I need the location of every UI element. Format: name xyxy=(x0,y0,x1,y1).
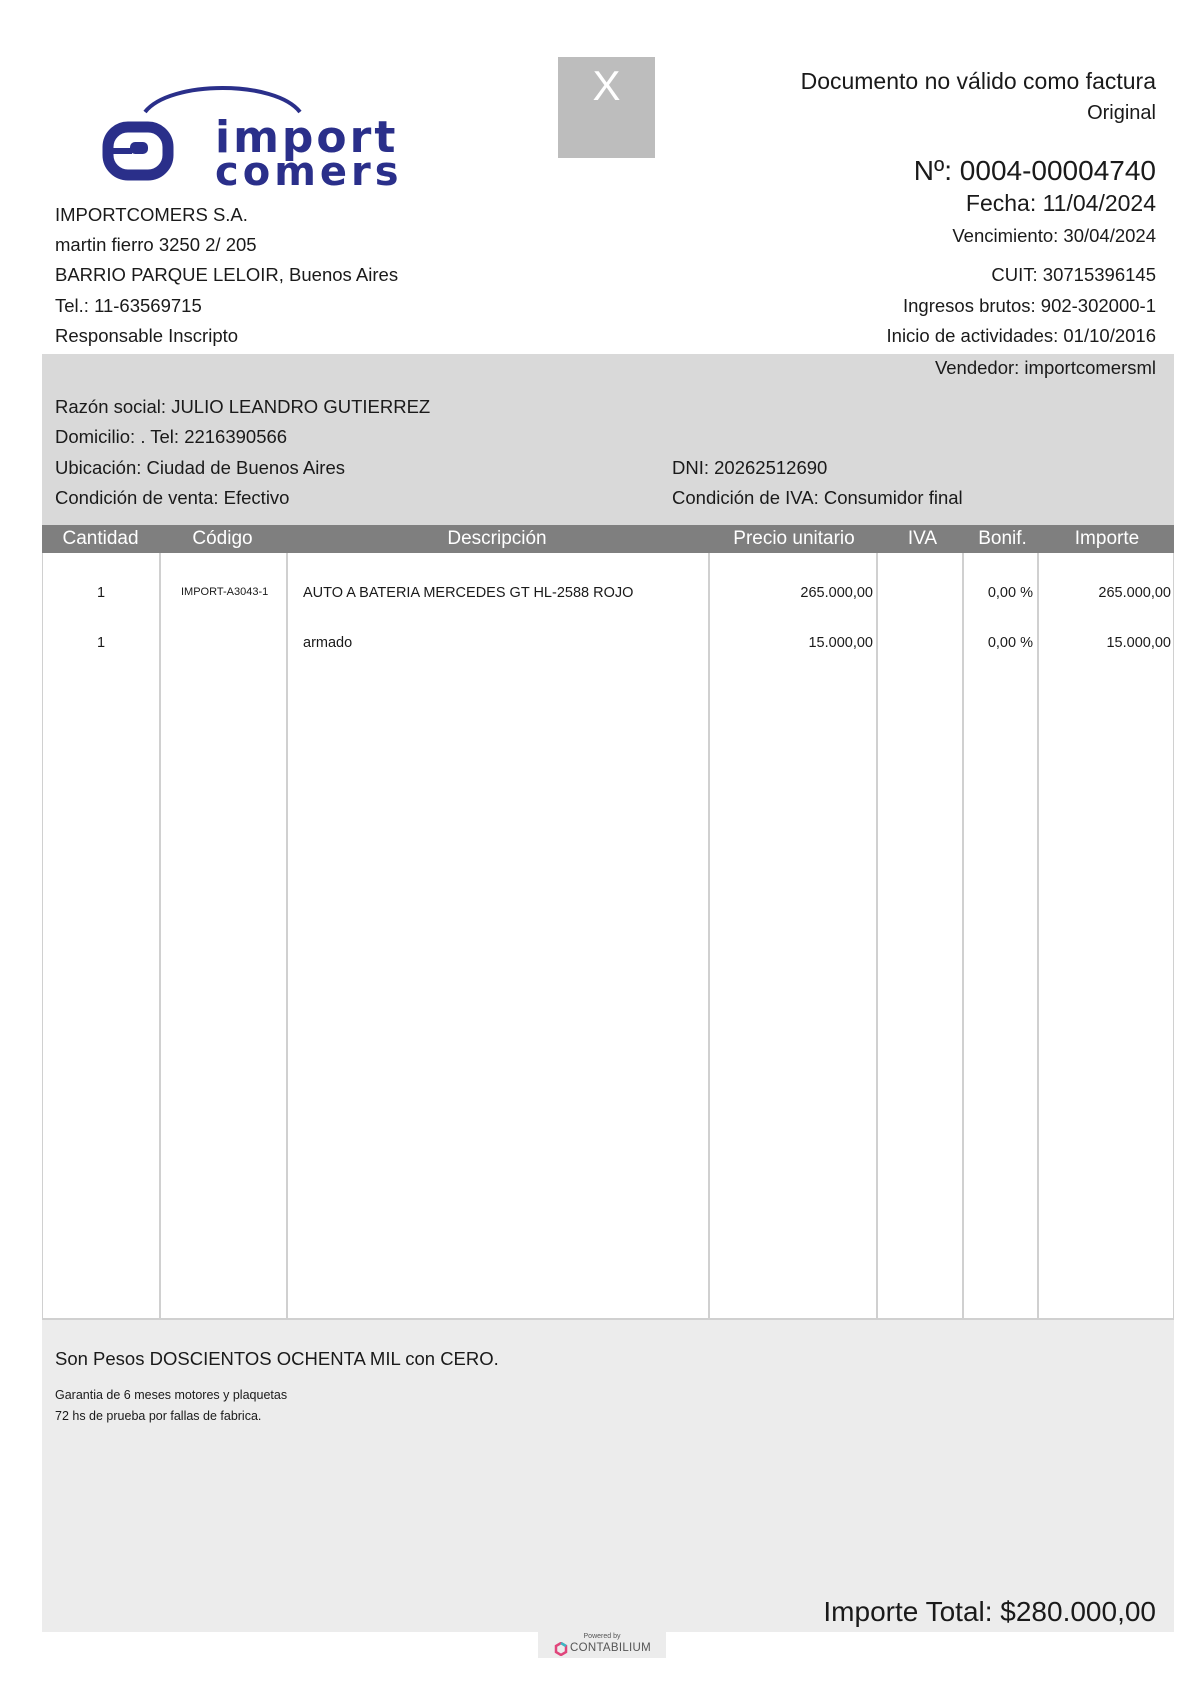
iva-condition: Condición de IVA: Consumidor final xyxy=(672,487,963,508)
powered-by-label: Powered by xyxy=(583,1633,621,1640)
header-iva: IVA xyxy=(907,528,938,549)
amount-in-words: Son Pesos DOSCIENTOS OCHENTA MIL con CERO. xyxy=(55,1348,499,1369)
company-logo xyxy=(100,82,445,190)
row-amount: 265.000,00 xyxy=(1098,585,1171,601)
seller-tax-status: Responsable Inscripto xyxy=(55,325,239,346)
column-divider xyxy=(286,553,288,1318)
header-discount: Bonif. xyxy=(978,528,1027,549)
document-number: Nº: 0004-00004740 xyxy=(913,155,1156,186)
document-notice: Documento no válido como factura xyxy=(800,68,1156,94)
row-discount: 0,00 % xyxy=(987,635,1033,651)
row-code: IMPORT-A3043-1 xyxy=(181,586,269,598)
contabilium-logo-icon xyxy=(554,1642,568,1656)
row-description: armado xyxy=(303,635,353,651)
total-amount: Importe Total: $280.000,00 xyxy=(823,1596,1156,1627)
logo-word-comers: comers xyxy=(215,149,403,190)
column-divider xyxy=(159,553,161,1318)
header-code: Código xyxy=(192,528,253,549)
contabilium-brand: CONTABILIUM xyxy=(570,1642,652,1654)
document-type-letter: X xyxy=(558,57,655,158)
logo-word-import: import xyxy=(215,112,399,163)
header-unit-price: Precio unitario xyxy=(733,528,855,549)
customer-location: Ubicación: Ciudad de Buenos Aires xyxy=(55,457,346,478)
column-divider xyxy=(962,553,964,1318)
column-divider xyxy=(1037,553,1039,1318)
header-quantity: Cantidad xyxy=(62,528,139,549)
seller-user: Vendedor: importcomersml xyxy=(934,357,1156,378)
activity-start: Inicio de actividades: 01/10/2016 xyxy=(886,325,1156,346)
row-amount: 15.000,00 xyxy=(1106,635,1171,651)
header-amount: Importe xyxy=(1074,528,1140,549)
row-discount: 0,00 % xyxy=(987,585,1033,601)
sale-condition: Condición de venta: Efectivo xyxy=(55,487,290,508)
seller-phone: Tel.: 11-63569715 xyxy=(55,295,202,316)
column-divider xyxy=(708,553,710,1318)
items-table-body xyxy=(42,553,1174,1320)
customer-business-name: Razón social: JULIO LEANDRO GUTIERREZ xyxy=(55,396,431,417)
copy-label: Original xyxy=(1087,102,1156,124)
seller-city: BARRIO PARQUE LELOIR, Buenos Aires xyxy=(55,264,399,285)
header-description: Descripción xyxy=(447,528,547,549)
row-quantity: 1 xyxy=(96,635,106,651)
testing-note: 72 hs de prueba por fallas de fabrica. xyxy=(55,1409,262,1423)
row-unit-price: 15.000,00 xyxy=(808,635,873,651)
items-table-header xyxy=(42,525,1174,553)
powered-by-badge xyxy=(538,1632,666,1658)
due-date: Vencimiento: 30/04/2024 xyxy=(952,225,1156,246)
gross-income: Ingresos brutos: 902-302000-1 xyxy=(902,295,1156,316)
seller-address: martin fierro 3250 2/ 205 xyxy=(55,234,257,255)
customer-dni: DNI: 20262512690 xyxy=(672,457,828,478)
row-quantity: 1 xyxy=(96,585,106,601)
row-unit-price: 265.000,00 xyxy=(800,585,873,601)
seller-name: IMPORTCOMERS S.A. xyxy=(55,204,248,225)
warranty-note: Garantia de 6 meses motores y plaquetas xyxy=(55,1388,288,1402)
row-description: AUTO A BATERIA MERCEDES GT HL-2588 ROJO xyxy=(303,585,634,601)
column-divider xyxy=(876,553,878,1318)
issue-date: Fecha: 11/04/2024 xyxy=(965,190,1156,216)
cuit: CUIT: 30715396145 xyxy=(991,264,1156,285)
customer-address: Domicilio: . Tel: 2216390566 xyxy=(55,426,288,447)
